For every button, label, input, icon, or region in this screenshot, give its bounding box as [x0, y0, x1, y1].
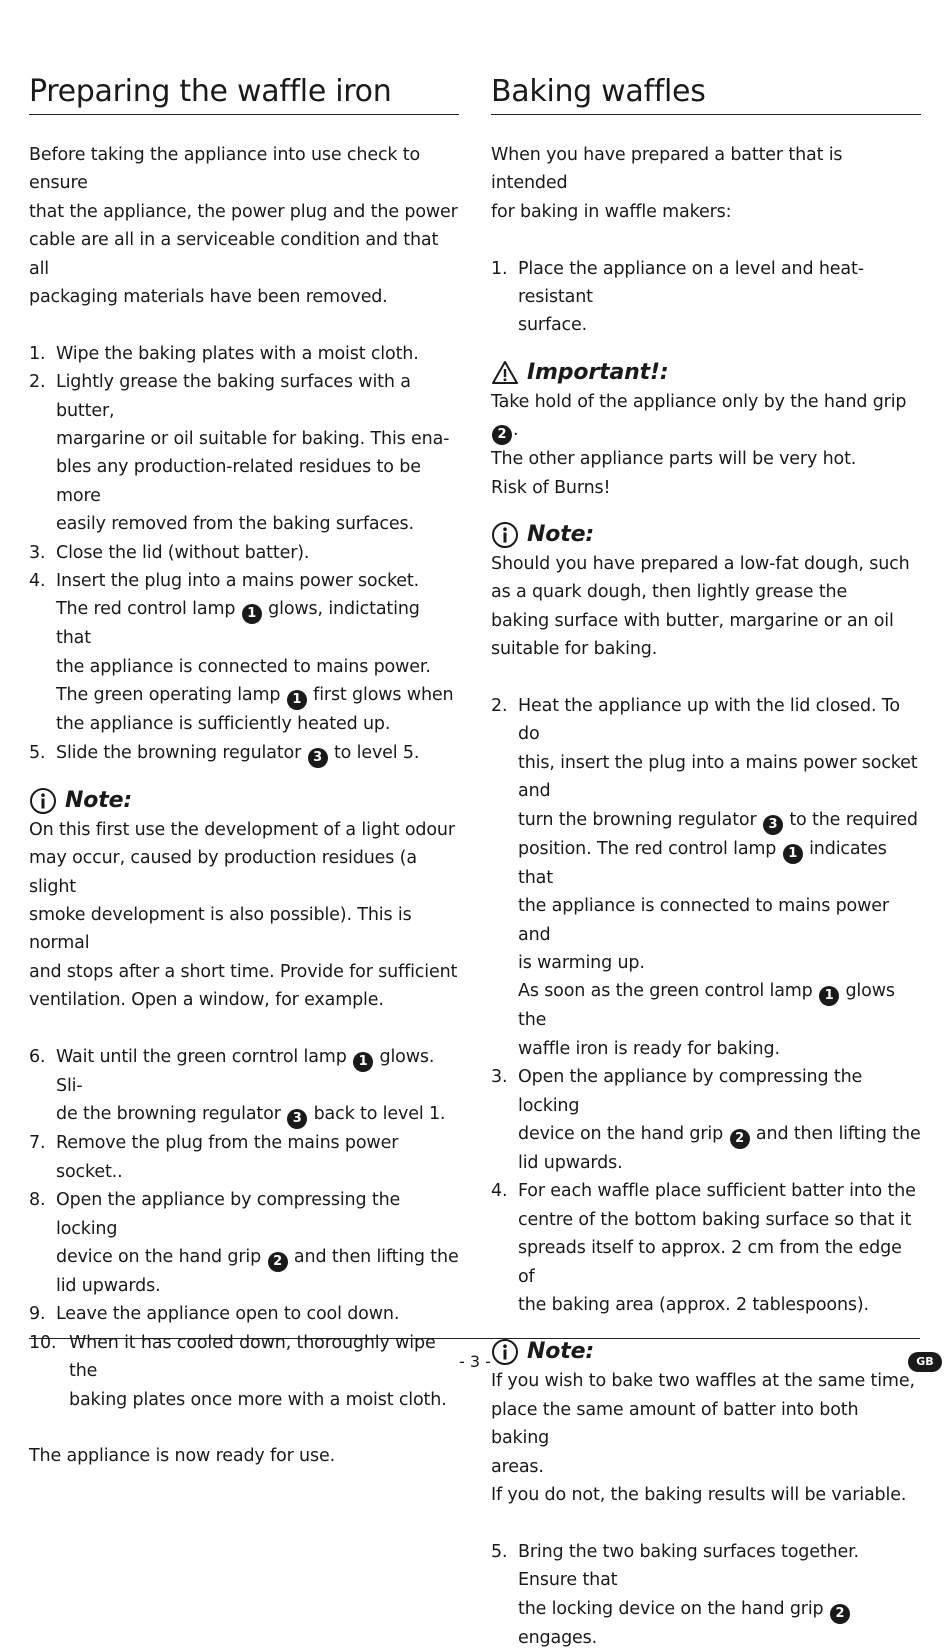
- text-line: baking plates once more with a moist cloth.: [69, 1389, 447, 1410]
- text-line: the baking area (approx. 2 tablespoons).: [518, 1294, 869, 1315]
- text-line: areas.: [491, 1456, 544, 1477]
- list-item: [29, 1300, 459, 1328]
- text-line: and stops after a short time. Provide for sufficient: [29, 961, 458, 982]
- list-item: [29, 539, 459, 567]
- language-badge: GB: [908, 1352, 942, 1372]
- text-line: Slide the browning regulator 3 to level 5.: [56, 739, 459, 768]
- text-line: packaging materials have been removed.: [29, 287, 388, 308]
- list-item: [491, 1177, 921, 1319]
- numbered-badge: 2: [730, 1129, 750, 1149]
- list-item: [29, 1043, 459, 1129]
- text-line: Wait until the green corntrol lamp 1 glows. Sli-: [56, 1046, 435, 1096]
- text-line: Open the appliance by compressing the locking: [518, 1067, 863, 1116]
- text-line: Remove the plug from the mains power socket..: [56, 1133, 399, 1182]
- text-line: Insert the plug into a mains power socket.: [56, 571, 420, 592]
- text-line: Take hold of the appliance only by the hand grip 2 .: [491, 388, 921, 445]
- text-line: the locking device on the hand grip 2 engages.: [518, 1595, 921, 1652]
- text-line: lid upwards.: [56, 1275, 161, 1296]
- text-line: this, insert the plug into a mains power socket and: [518, 752, 918, 802]
- baking-steps-3: [491, 1538, 921, 1652]
- text-line: that the appliance, the power plug and the power: [29, 201, 458, 222]
- text-line: cable are all in a serviceable condition and that all: [29, 230, 439, 279]
- list-number: 7.: [29, 1133, 46, 1154]
- text-line: Should you have prepared a low-fat dough, such: [491, 554, 910, 575]
- text-line: de the browning regulator 3 back to level 1.: [56, 1100, 459, 1129]
- text-line: Risk of Burns!: [491, 477, 611, 498]
- list-item: [491, 1063, 921, 1177]
- list-number: 2.: [491, 696, 508, 717]
- warning-triangle-icon: [491, 359, 519, 387]
- list-number: 5.: [491, 1541, 508, 1562]
- baking-steps-1: [491, 255, 921, 340]
- text-line: Open the appliance by compressing the locking: [56, 1190, 401, 1239]
- numbered-badge: 2: [268, 1252, 288, 1272]
- text-line: Wipe the baking plates with a moist cloth.: [56, 343, 419, 364]
- list-number: 3.: [491, 1067, 508, 1088]
- note-heading: [29, 786, 459, 816]
- text-line: centre of the bottom baking surface so that it: [518, 1209, 912, 1230]
- list-item: [29, 368, 459, 538]
- baking-steps-2: [491, 692, 921, 1319]
- important-text: [491, 388, 921, 502]
- text-line: The green operating lamp 1 first glows when: [56, 681, 459, 710]
- text-line: Bring the two baking surfaces together. Ensure that: [518, 1541, 859, 1591]
- text-line: Leave the appliance open to cool down.: [56, 1304, 400, 1325]
- text-line: On this first use the development of a light odour: [29, 819, 455, 840]
- list-number: 8.: [29, 1190, 46, 1211]
- text-line: If you do not, the baking results will be variable.: [491, 1485, 907, 1505]
- text-line: device on the hand grip 2 and then lifting the: [518, 1120, 921, 1149]
- text-line: Close the lid (without batter).: [56, 542, 310, 563]
- note-heading: [491, 520, 921, 550]
- important-label: Important!:: [527, 359, 669, 385]
- preparation-steps: [29, 340, 459, 768]
- text-line: spreads itself to approx. 2 cm from the edge of: [518, 1238, 902, 1287]
- text-line: the appliance is sufficiently heated up.: [56, 714, 391, 735]
- text-line: baking surface with butter, margarine or an oil: [491, 610, 894, 631]
- text-line: smoke development is also possible). This is normal: [29, 904, 412, 954]
- list-number: 10.: [29, 1332, 57, 1353]
- intro-paragraph: [29, 141, 459, 311]
- note-label: Note:: [527, 522, 595, 548]
- numbered-badge: 1: [242, 604, 262, 624]
- text-line: margarine or oil suitable for baking. This ena-: [56, 429, 450, 450]
- note-text: [491, 1367, 921, 1509]
- note-text: [29, 816, 459, 1015]
- list-number: 3.: [29, 542, 46, 563]
- info-circle-icon: [491, 521, 519, 549]
- numbered-badge: 2: [830, 1604, 850, 1624]
- footer-rule: [29, 1338, 920, 1339]
- list-item: [29, 1129, 459, 1186]
- numbered-badge: 2: [492, 425, 512, 445]
- numbered-badge: 1: [783, 844, 803, 864]
- note-label: Note:: [65, 787, 133, 813]
- text-line: position. The red control lamp 1 indicates that: [518, 838, 887, 888]
- numbered-badge: 1: [287, 690, 307, 710]
- text-line: the appliance is connected to mains power.: [56, 656, 431, 677]
- info-circle-icon: [29, 787, 57, 815]
- text-line: for baking in waffle makers:: [491, 201, 732, 222]
- text-line: the appliance is connected to mains power and: [518, 896, 889, 945]
- numbered-badge: 1: [353, 1052, 373, 1072]
- right-column: [491, 72, 921, 1652]
- list-item: [491, 692, 921, 1063]
- important-heading: [491, 358, 921, 388]
- numbered-badge: 3: [308, 748, 328, 768]
- text-line: surface.: [518, 315, 588, 336]
- text-line: lid upwards.: [518, 1152, 623, 1173]
- text-line: waffle iron is ready for baking.: [518, 1038, 780, 1059]
- list-number: 2.: [29, 372, 46, 393]
- left-column: [29, 72, 459, 1471]
- text-line: bles any production-related residues to be more: [56, 457, 421, 506]
- text-line: The red control lamp 1 glows, indictating that: [56, 599, 420, 649]
- text-line: is warming up.: [518, 952, 645, 973]
- text-line: ventilation. Open a window, for example.: [29, 990, 384, 1011]
- section-title-baking: Baking waffles: [491, 72, 921, 115]
- numbered-badge: 3: [763, 815, 783, 835]
- intro-paragraph: [491, 141, 921, 226]
- text-line: Place the appliance on a level and heat-resistant: [518, 258, 864, 308]
- numbered-badge: 3: [287, 1109, 307, 1129]
- list-number: 4.: [29, 571, 46, 592]
- text-line: Heat the appliance up with the lid closed. To do: [518, 696, 900, 745]
- page-number: - 3 -: [459, 1352, 491, 1371]
- list-item: [491, 255, 921, 340]
- note-text: [491, 550, 921, 664]
- note-label: Note:: [527, 1339, 595, 1365]
- text-line: turn the browning regulator 3 to the required: [518, 806, 921, 835]
- text-line: may occur, caused by production residues (a slight: [29, 848, 417, 897]
- section-title-preparing: Preparing the waffle iron: [29, 72, 459, 115]
- text-line: When you have prepared a batter that is intended: [491, 145, 843, 194]
- list-number: 4.: [491, 1181, 508, 1202]
- list-item: [29, 739, 459, 768]
- text-line: device on the hand grip 2 and then lifting the: [56, 1243, 459, 1272]
- text-line: When it has cooled down, thoroughly wipe the: [69, 1332, 436, 1382]
- numbered-badge: 1: [819, 986, 839, 1006]
- text-line: Before taking the appliance into use check to ensure: [29, 145, 421, 194]
- text-line: The other appliance parts will be very hot.: [491, 449, 857, 470]
- text-line: If you wish to bake two waffles at the same time,: [491, 1371, 915, 1392]
- text-line: For each waffle place sufficient batter into the: [518, 1181, 916, 1202]
- list-number: 6.: [29, 1046, 46, 1067]
- list-item: [29, 567, 459, 739]
- text-line: As soon as the green control lamp 1 glows the: [518, 981, 895, 1031]
- list-item: [29, 340, 459, 368]
- list-item: [491, 1538, 921, 1652]
- list-number: 1.: [491, 258, 508, 279]
- list-number: 9.: [29, 1304, 46, 1325]
- list-number: 5.: [29, 742, 46, 763]
- text-line: Lightly grease the baking surfaces with a butter,: [56, 372, 411, 421]
- text-line: place the same amount of batter into both baking: [491, 1399, 859, 1449]
- list-item: [29, 1186, 459, 1300]
- text-line: as a quark dough, then lightly grease the: [491, 582, 848, 603]
- closing-text: The appliance is now ready for use.: [29, 1446, 335, 1467]
- text-line: easily removed from the baking surfaces.: [56, 514, 414, 535]
- list-number: 1.: [29, 343, 46, 364]
- text-line: suitable for baking.: [491, 639, 658, 660]
